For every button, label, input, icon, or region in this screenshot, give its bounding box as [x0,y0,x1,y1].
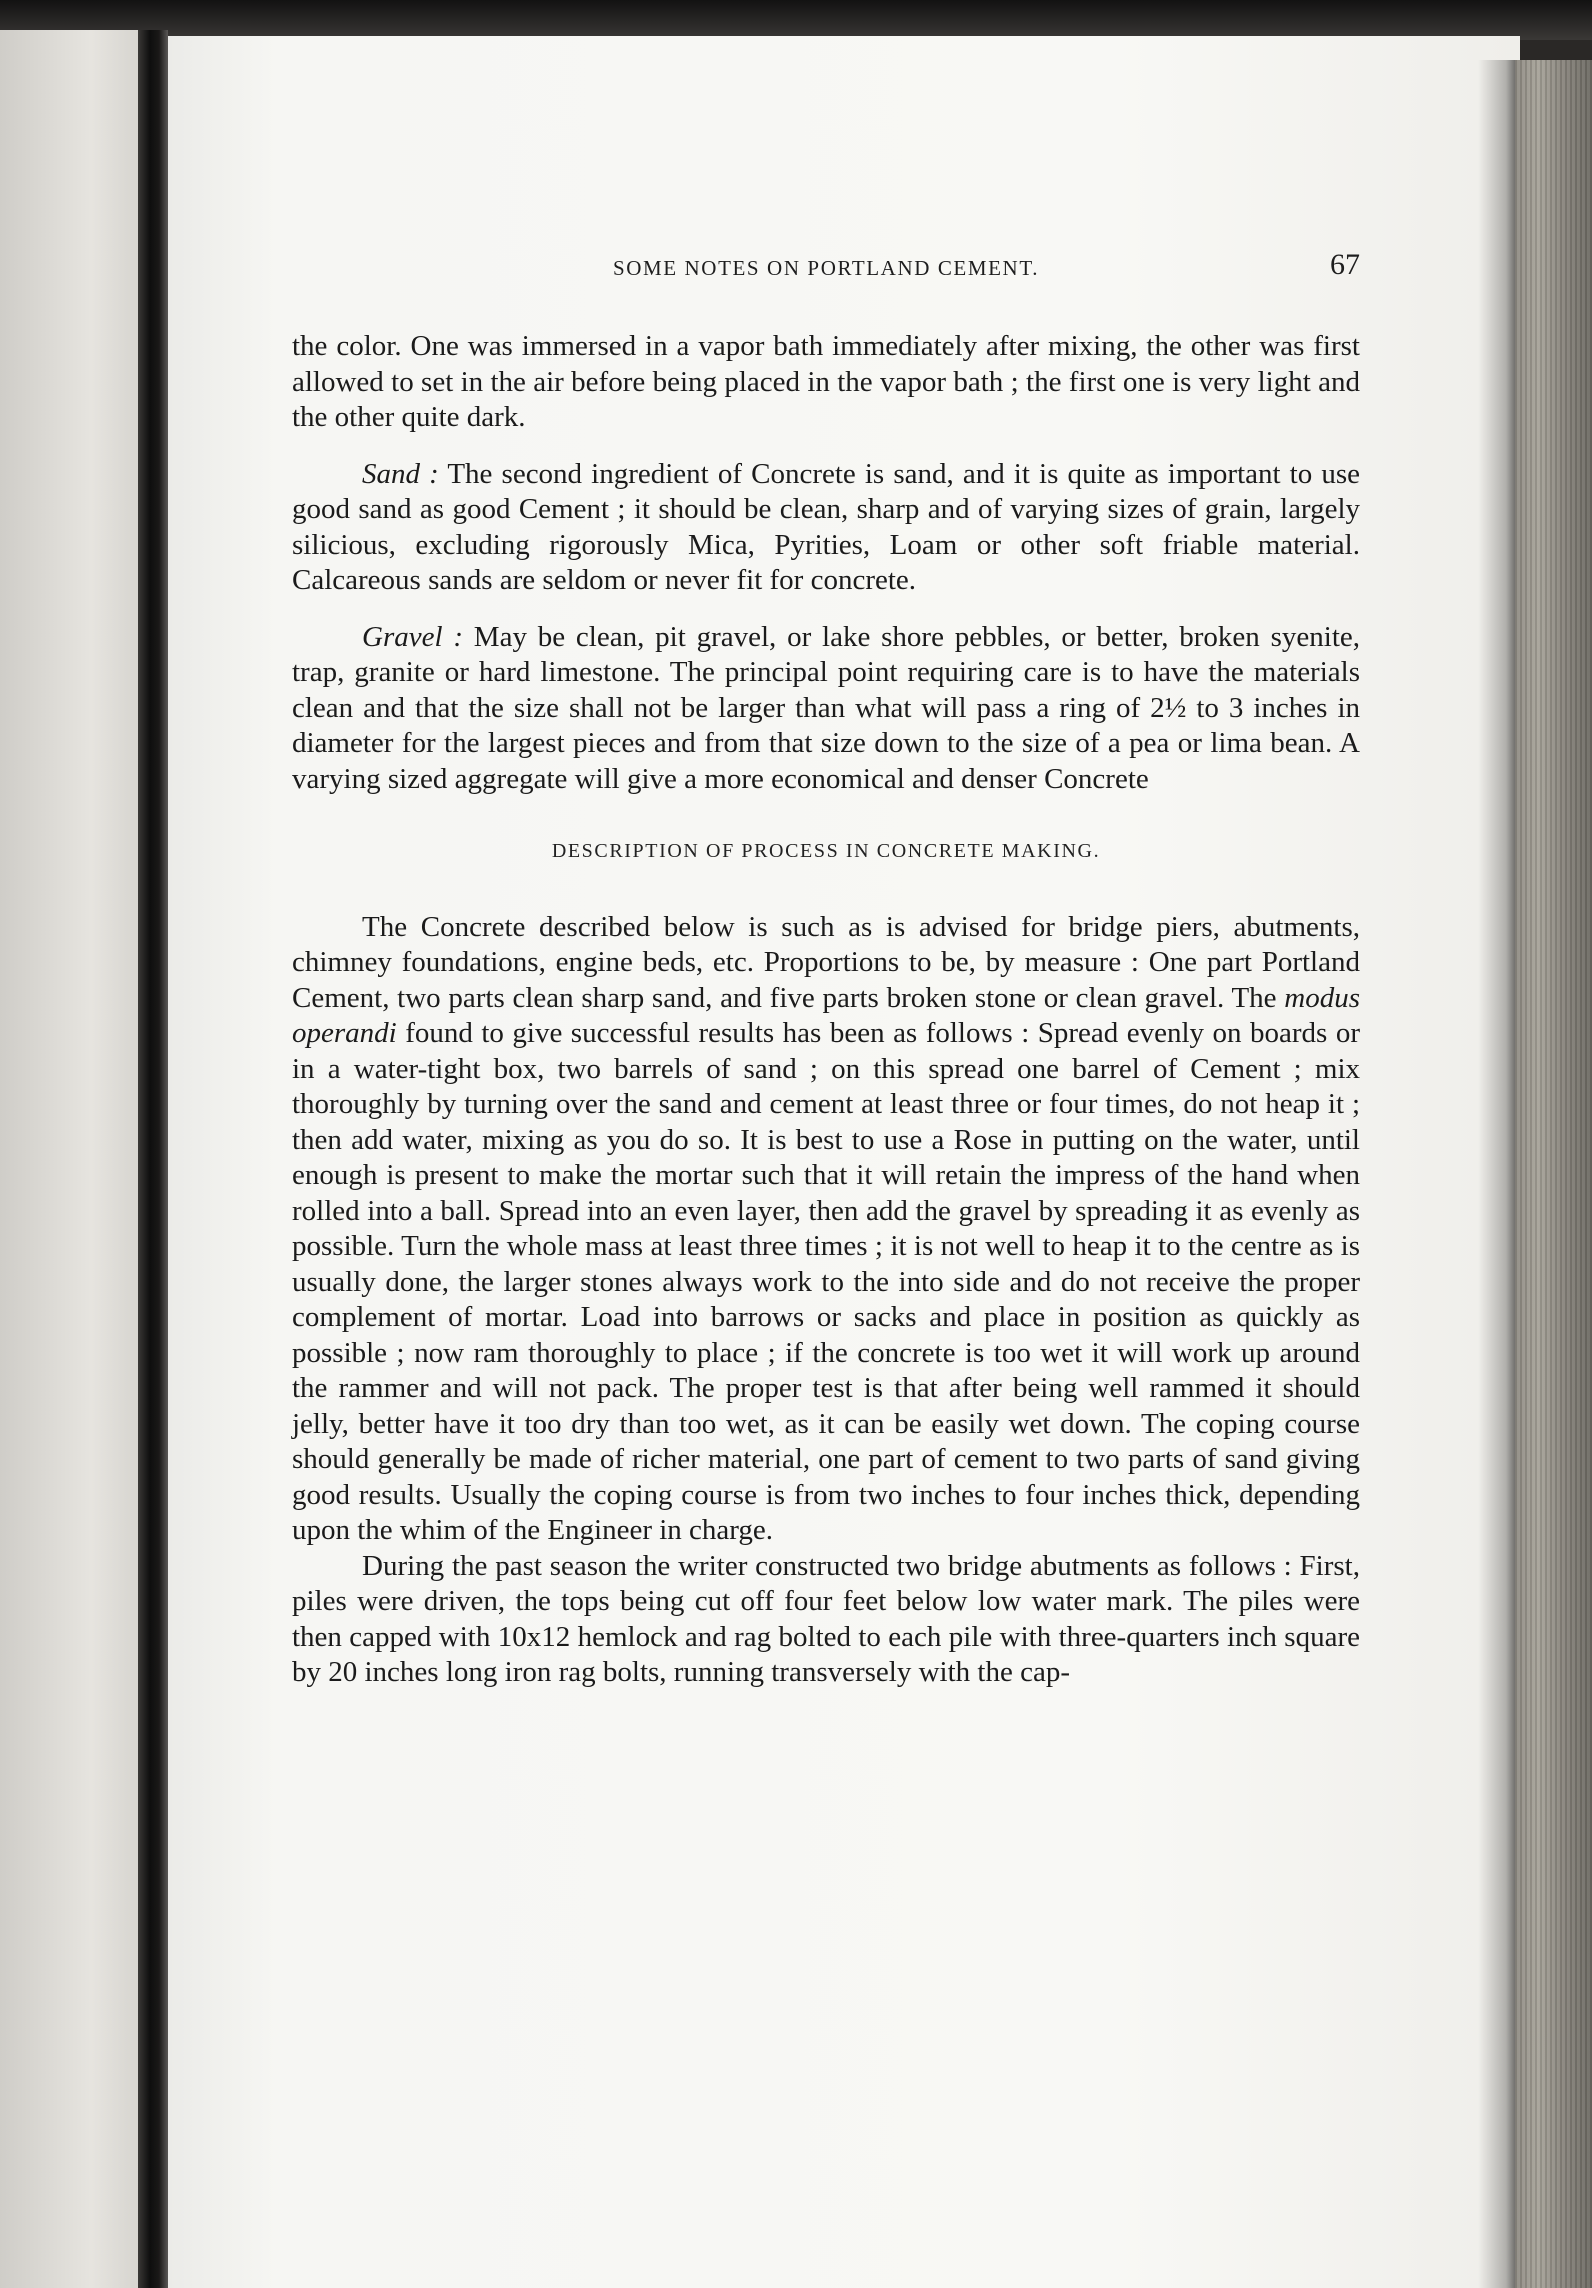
paragraph-sand [292,457,1360,599]
running-head [292,248,1360,296]
paragraph-color: the color. One was immersed in a vapor bath immediately after mixing, the other was first allowed to set in the air before being placed in the vapor bath ; the first one is very light and the other quite dark. [292,330,1360,433]
book-gutter [138,30,168,2288]
book-fore-edge [1515,60,1592,2288]
sand-label: Sand : [362,457,439,490]
gravel-label: Gravel : [362,620,463,653]
page-number: 67 [1330,248,1360,281]
process-text-b: found to give successful results has been as follows : Spread evenly on boards or in a water-tight box, two barrels of sand ; on this spread one barrel of Cement ; mix thoroughly by turning over the sand and cement at least three or four times, do not heap it ; then add water, mixing as you do so. It is best to use a Rose in putting on the water, until enough is present to make the mortar such that it will retain the impress of the hand when rolled into a ball. Spread into an even layer, then add the gravel by spreading it as evenly as possible. Turn the whole mass at least three times ; it is not well to heap it to the centre as is usually done, the larger stones always work to the into side and do not receive the proper complement of mortar. Load into barrows or sacks and place in position as quickly as possible ; now ram thoroughly to place ; if the concrete is too wet it will work up around the rammer and will not pack. The proper test is that after being well rammed it should jelly, better have it too dry than too wet, as it can be easily wet down. The coping course should generally be made of richer material, one part of cement to two parts of sand giving good results. Usually the coping course is from two inches to four inches thick, depending upon the whim of the Engineer in charge. [292,1017,1360,1546]
page-edge-shadow [1478,60,1518,2288]
scan-top-border [0,0,1592,40]
paragraph-gravel [292,620,1360,798]
page-body [292,329,1360,1691]
facing-page-edge [0,30,152,2288]
sand-text: The second ingredient of Concrete is sand, and it is quite as important to use good sand as good Cement ; it should be clean, sharp and of varying sizes of grain, largely silicious, excluding rigorously Mica, Pyrities, Loam or other soft friable material. Calcareous sands are seldom or never fit for concrete. [292,457,1360,596]
paragraph-process [292,910,1360,1549]
paragraph-past-season: During the past season the writer constructed two bridge abutments as follows : First, piles were driven, the tops being cut off four feet below low water mark. The piles were then capped with 10x12 hemlock and rag bolted to each pile with three-quarters inch square by 20 inches long iron rag bolts, running transversely with the cap- [292,1549,1360,1688]
gravel-text: May be clean, pit gravel, or lake shore pebbles, or better, broken syenite, trap, granite or hard limestone. The principal point requiring care is to have the materials clean and that the size shall not be larger than what will pass a ring of 2½ to 3 inches in diameter for the largest pieces and from that size down to the size of a pea or lima bean. A varying sized aggregate will give a more economical and denser Concrete [292,620,1360,795]
process-italic: modus operandi [292,981,1360,1049]
section-heading: DESCRIPTION OF PROCESS IN CONCRETE MAKING. [551,840,1101,862]
running-title: SOME NOTES ON PORTLAND CEMENT. [612,256,1040,280]
process-text-a: The Concrete described below is such as is advised for bridge piers, abutments, chimney foundations, engine beds, etc. Proportions to be, by measure : One part Portland Cement, two parts clean sharp sand, and five parts broken stone or clean gravel. The [292,910,1360,1014]
